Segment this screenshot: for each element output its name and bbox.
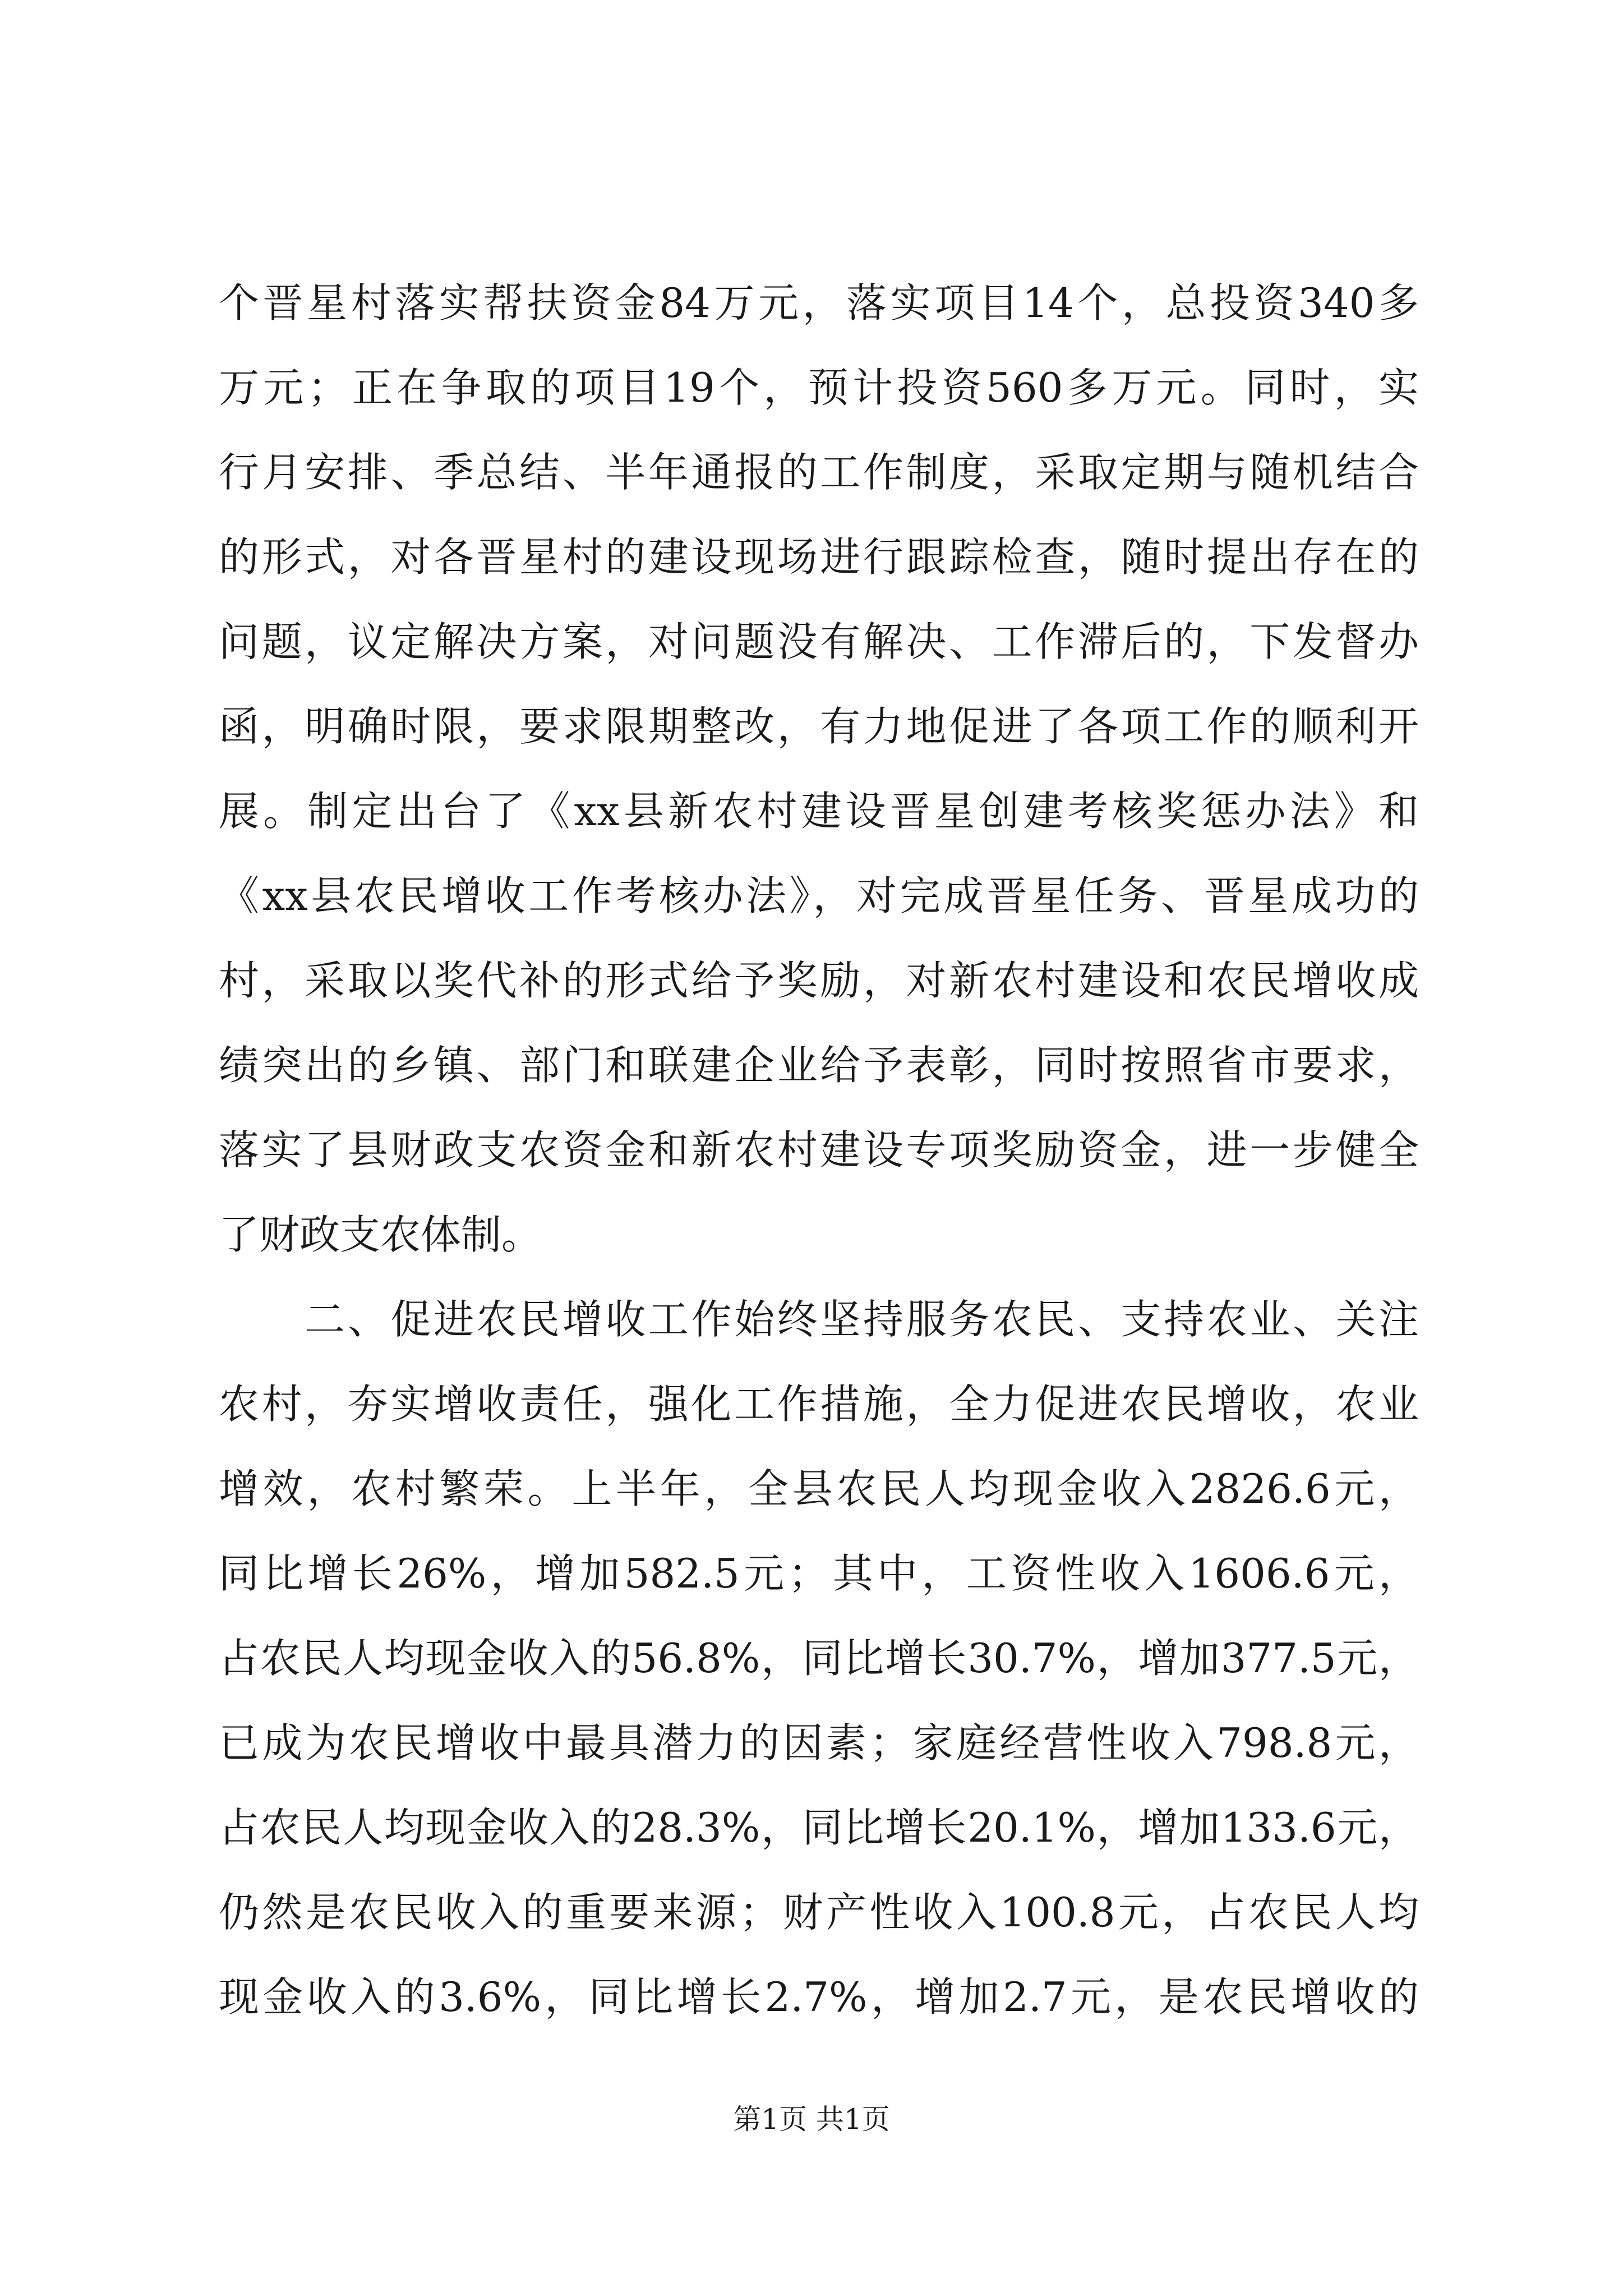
text-line: 行月安排、季总结、半年通报的工作制度，采取定期与随机结合 (219, 449, 1419, 496)
text-line: 已成为农民增收中最具潜力的因素；家庭经营性收入798.8元， (219, 1719, 1419, 1766)
text-line: 的形式，对各晋星村的建设现场进行跟踪检查，随时提出存在的 (219, 533, 1419, 581)
text-line: 占农民人均现金收入的28.3%，同比增长20.1%，增加133.6元， (219, 1804, 1419, 1851)
text-line: 农村，夯实增收责任，强化工作措施，全力促进农民增收，农业 (219, 1381, 1419, 1428)
text-line: 二、促进农民增收工作始终坚持服务农民、支持农业、关注 (219, 1296, 1419, 1343)
text-line: 同比增长26%，增加582.5元；其中，工资性收入1606.6元， (219, 1550, 1419, 1597)
text-line: 占农民人均现金收入的56.8%，同比增长30.7%，增加377.5元， (219, 1635, 1419, 1682)
text-line: 了财政支农体制。 (219, 1211, 542, 1258)
text-line: 万元；正在争取的项目19个，预计投资560多万元。同时，实 (219, 364, 1419, 411)
text-line: 函，明确时限，要求限期整改，有力地促进了各项工作的顺利开 (219, 703, 1419, 750)
text-line: 个晋星村落实帮扶资金84万元，落实项目14个，总投资340多 (219, 279, 1419, 326)
text-line: 落实了县财政支农资金和新农村建设专项奖励资金，进一步健全 (219, 1126, 1419, 1174)
text-line: 展。制定出台了《xx县新农村建设晋星创建考核奖惩办法》和 (219, 788, 1419, 835)
text-line: 仍然是农民收入的重要来源；财产性收入100.8元，占农民人均 (219, 1889, 1419, 1936)
text-line: 《xx县农民增收工作考核办法》，对完成晋星任务、晋星成功的 (219, 872, 1419, 919)
text-line: 问题，议定解决方案，对问题没有解决、工作滞后的，下发督办 (219, 618, 1419, 665)
page-footer: 第1页 共1页 (733, 2103, 890, 2136)
text-line: 现金收入的3.6%，同比增长2.7%，增加2.7元，是农民增收的 (219, 1973, 1419, 2021)
text-line: 增效，农村繁荣。上半年，全县农民人均现金收入2826.6元， (219, 1465, 1419, 1512)
text-line: 村，采取以奖代补的形式给予奖励，对新农村建设和农民增收成 (219, 957, 1419, 1004)
body-text (219, 261, 1419, 2040)
text-line: 绩突出的乡镇、部门和联建企业给予表彰，同时按照省市要求， (219, 1042, 1419, 1089)
